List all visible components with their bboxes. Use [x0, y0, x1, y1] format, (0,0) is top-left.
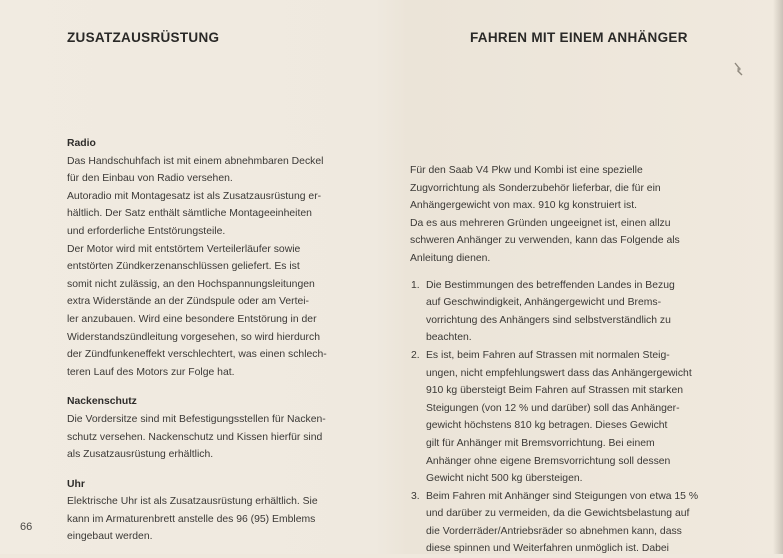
text-line: extra Widerstände an der Zündspule oder am Vertei-	[67, 296, 309, 308]
list-item-number: 1.	[411, 279, 420, 291]
text-line: Widerstandszündleitung vorgesehen, so wird hierdurch	[67, 331, 320, 343]
section-gap	[67, 381, 387, 393]
text-line: Es ist, beim Fahren auf Strassen mit normalen Steig-	[426, 349, 670, 361]
text-line: hältlich. Der Satz enthält sämtliche Montageeinheiten	[67, 208, 312, 220]
text-line: ler anzubauen. Wird eine besondere Entstörung in der	[67, 313, 317, 325]
section-heading: Uhr	[67, 478, 85, 490]
paper-mark-icon	[733, 62, 745, 76]
text-line: gilt für Anhänger mit Bremsvorrichtung. Bei einem	[426, 437, 655, 449]
text-line: Steigungen (von 12 % und darüber) soll das Anhänger-	[426, 402, 680, 414]
text-line: somit nicht zulässig, an den Hochspannungsleitungen	[67, 278, 315, 290]
text-line: Der Motor wird mit entstörtem Verteilerläufer sowie	[67, 243, 301, 255]
text-line: Die Bestimmungen des betreffenden Landes in Bezug	[426, 279, 675, 291]
text-line: beachten.	[426, 332, 472, 344]
text-line: vorrichtung des Anhängers sind selbstverständlich zu	[426, 314, 671, 326]
text-line: diese spinnen und Weiterfahren unmöglich ist. Dabei	[426, 543, 669, 555]
page-edge-shadow	[773, 0, 783, 554]
text-line: Zugvorrichtung als Sonderzubehör lieferbar, die für ein	[410, 182, 661, 194]
text-line: und erforderliche Entstörungsteile.	[67, 225, 226, 237]
section-heading: Radio	[67, 138, 96, 149]
text-line: Elektrische Uhr ist als Zusatzausrüstung erhältlich. Sie	[67, 496, 318, 508]
list-item	[410, 488, 750, 558]
list-item-number: 2.	[411, 349, 420, 361]
text-line: die Vorderräder/Antriebsräder so abnehmen kann, dass	[426, 525, 682, 537]
text-line: Da es aus mehreren Gründen ungeeignet ist, einen allzu	[410, 217, 671, 229]
text-line: gewicht höchstens 810 kg betragen. Dieses Gewicht	[426, 420, 668, 432]
text-line: für den Einbau von Radio versehen.	[67, 173, 233, 185]
section-nackenschutz	[67, 393, 387, 463]
text-line: und darüber zu vermeiden, da die Gewichtsbelastung auf	[426, 508, 690, 520]
list-item-number: 3.	[411, 490, 420, 502]
text-line: Das Handschuhfach ist mit einem abnehmbaren Deckel	[67, 155, 324, 167]
page-number: 66	[20, 521, 33, 533]
text-line: Anhänger ohne eigene Bremsvorrichtung soll dessen	[426, 455, 671, 467]
text-line: schutz versehen. Nackenschutz und Kissen hierfür sind	[67, 431, 323, 443]
text-line: kann im Armaturenbrett anstelle des 96 (95) Emblems	[67, 513, 316, 525]
text-line: Beim Fahren mit Anhänger sind Steigungen von etwa 15 %	[426, 490, 699, 502]
right-page-title: FAHREN MIT EINEM ANHÄNGER	[470, 30, 688, 45]
text-line: schweren Anhänger zu verwenden, kann das Folgende als	[410, 235, 680, 247]
left-page-title: ZUSATZAUSRÜSTUNG	[67, 30, 220, 45]
text-line: Anhängergewicht von max. 910 kg konstruiert ist.	[410, 200, 637, 212]
section-gap	[67, 464, 387, 476]
text-line: Anleitung dienen.	[410, 252, 491, 264]
right-page-body	[410, 162, 750, 558]
text-line: Autoradio mit Montagesatz ist als Zusatzausrüstung er-	[67, 190, 322, 202]
left-page-body	[67, 135, 387, 546]
text-line: Gewicht nicht 500 kg übersteigen.	[426, 473, 583, 485]
list-item	[410, 277, 750, 347]
text-line: Die Vordersitze sind mit Befestigungsstellen für Nacken-	[67, 413, 326, 425]
text-line: teren Lauf des Motors zur Folge hat.	[67, 366, 235, 378]
text-line: Für den Saab V4 Pkw und Kombi ist eine spezielle	[410, 165, 643, 176]
text-line: eingebaut werden.	[67, 531, 153, 543]
text-line: 910 kg übersteigt Beim Fahren auf Strassen mit starken	[426, 385, 684, 397]
list-item	[410, 347, 750, 488]
intro-paragraph	[410, 162, 750, 268]
numbered-list	[410, 277, 750, 558]
text-line: auf Geschwindigkeit, Anhängergewicht und Brems-	[426, 297, 662, 309]
text-line: als Zusatzausrüstung erhältlich.	[67, 449, 214, 461]
text-line: ungen, nicht empfehlungswert dass das Anhängergewicht	[426, 367, 692, 379]
text-line: der Zündfunkeneffekt verschlechtert, was einen schlech-	[67, 349, 327, 361]
section-uhr	[67, 476, 387, 546]
text-line: entstörten Zündkerzenanschlüssen geliefert. Es ist	[67, 261, 300, 273]
section-radio	[67, 135, 387, 381]
section-heading: Nackenschutz	[67, 396, 137, 408]
